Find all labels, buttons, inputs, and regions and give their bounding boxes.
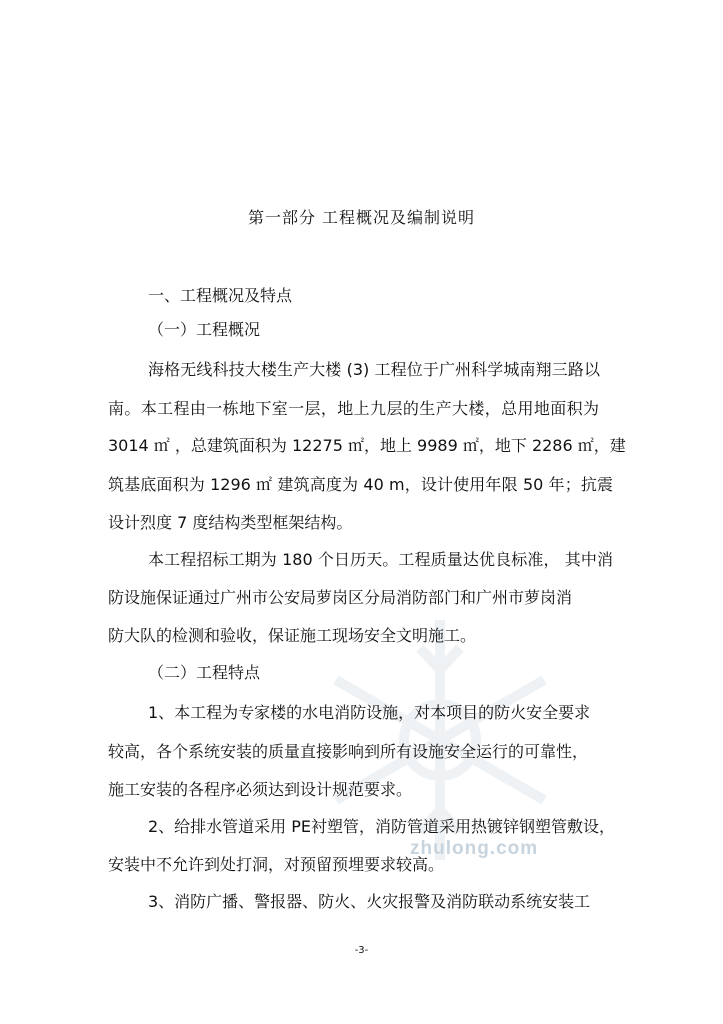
paragraph-line: 海格无线科技大楼生产大楼 (3) 工程位于广州科学城南翔三路以	[148, 360, 600, 379]
watermark-text: zhulong.com	[410, 838, 539, 859]
paragraph-line: 安装中不允许到处打洞，对预留预埋要求较高。	[108, 855, 445, 874]
paragraph-line: 防设施保证通过广州市公安局萝岗区分局消防部门和广州市萝岗消	[108, 588, 573, 607]
subsection-heading: （二）工程特点	[148, 663, 261, 682]
paragraph-line: 本工程招标工期为 180 个日历天。工程质量达优良标准， 其中消	[148, 550, 613, 569]
paragraph-line: 南。本工程由一栋地下室一层，地上九层的生产大楼，总用地面积为	[108, 399, 599, 418]
paragraph-line: 3、消防广播、警报器、防火、火灾报警及消防联动系统安装工	[148, 892, 591, 911]
paragraph-line: 1、本工程为专家楼的水电消防设施，对本项目的防火安全要求	[148, 703, 591, 722]
paragraph-line: 较高，各个系统安装的质量直接影响到所有设施安全运行的可靠性，	[108, 742, 589, 761]
paragraph-line: 2、给排水管道采用 PE衬塑管，消防管道采用热镀锌钢塑管敷设，	[148, 817, 616, 836]
subsection-heading: （一）工程概况	[148, 320, 261, 339]
paragraph-line: 防大队的检测和验收，保证施工现场安全文明施工。	[108, 626, 477, 645]
page-title: 第一部分 工程概况及编制说明	[247, 208, 476, 227]
paragraph-line: 设计烈度 7 度结构类型框架结构。	[108, 513, 353, 532]
page-number: -3-	[354, 945, 369, 956]
paragraph-line: 筑基底面积为 1296 ㎡ 建筑高度为 40 m，设计使用年限 50 年；抗震	[108, 475, 613, 494]
paragraph-line: 3014 ㎡ ，总建筑面积为 12275 ㎡，地上 9989 ㎡，地下 2286 ㎡，建	[108, 436, 626, 455]
section-heading: 一、工程概况及特点	[148, 286, 293, 305]
paragraph-line: 施工安装的各程序必须达到设计规范要求。	[108, 780, 413, 799]
